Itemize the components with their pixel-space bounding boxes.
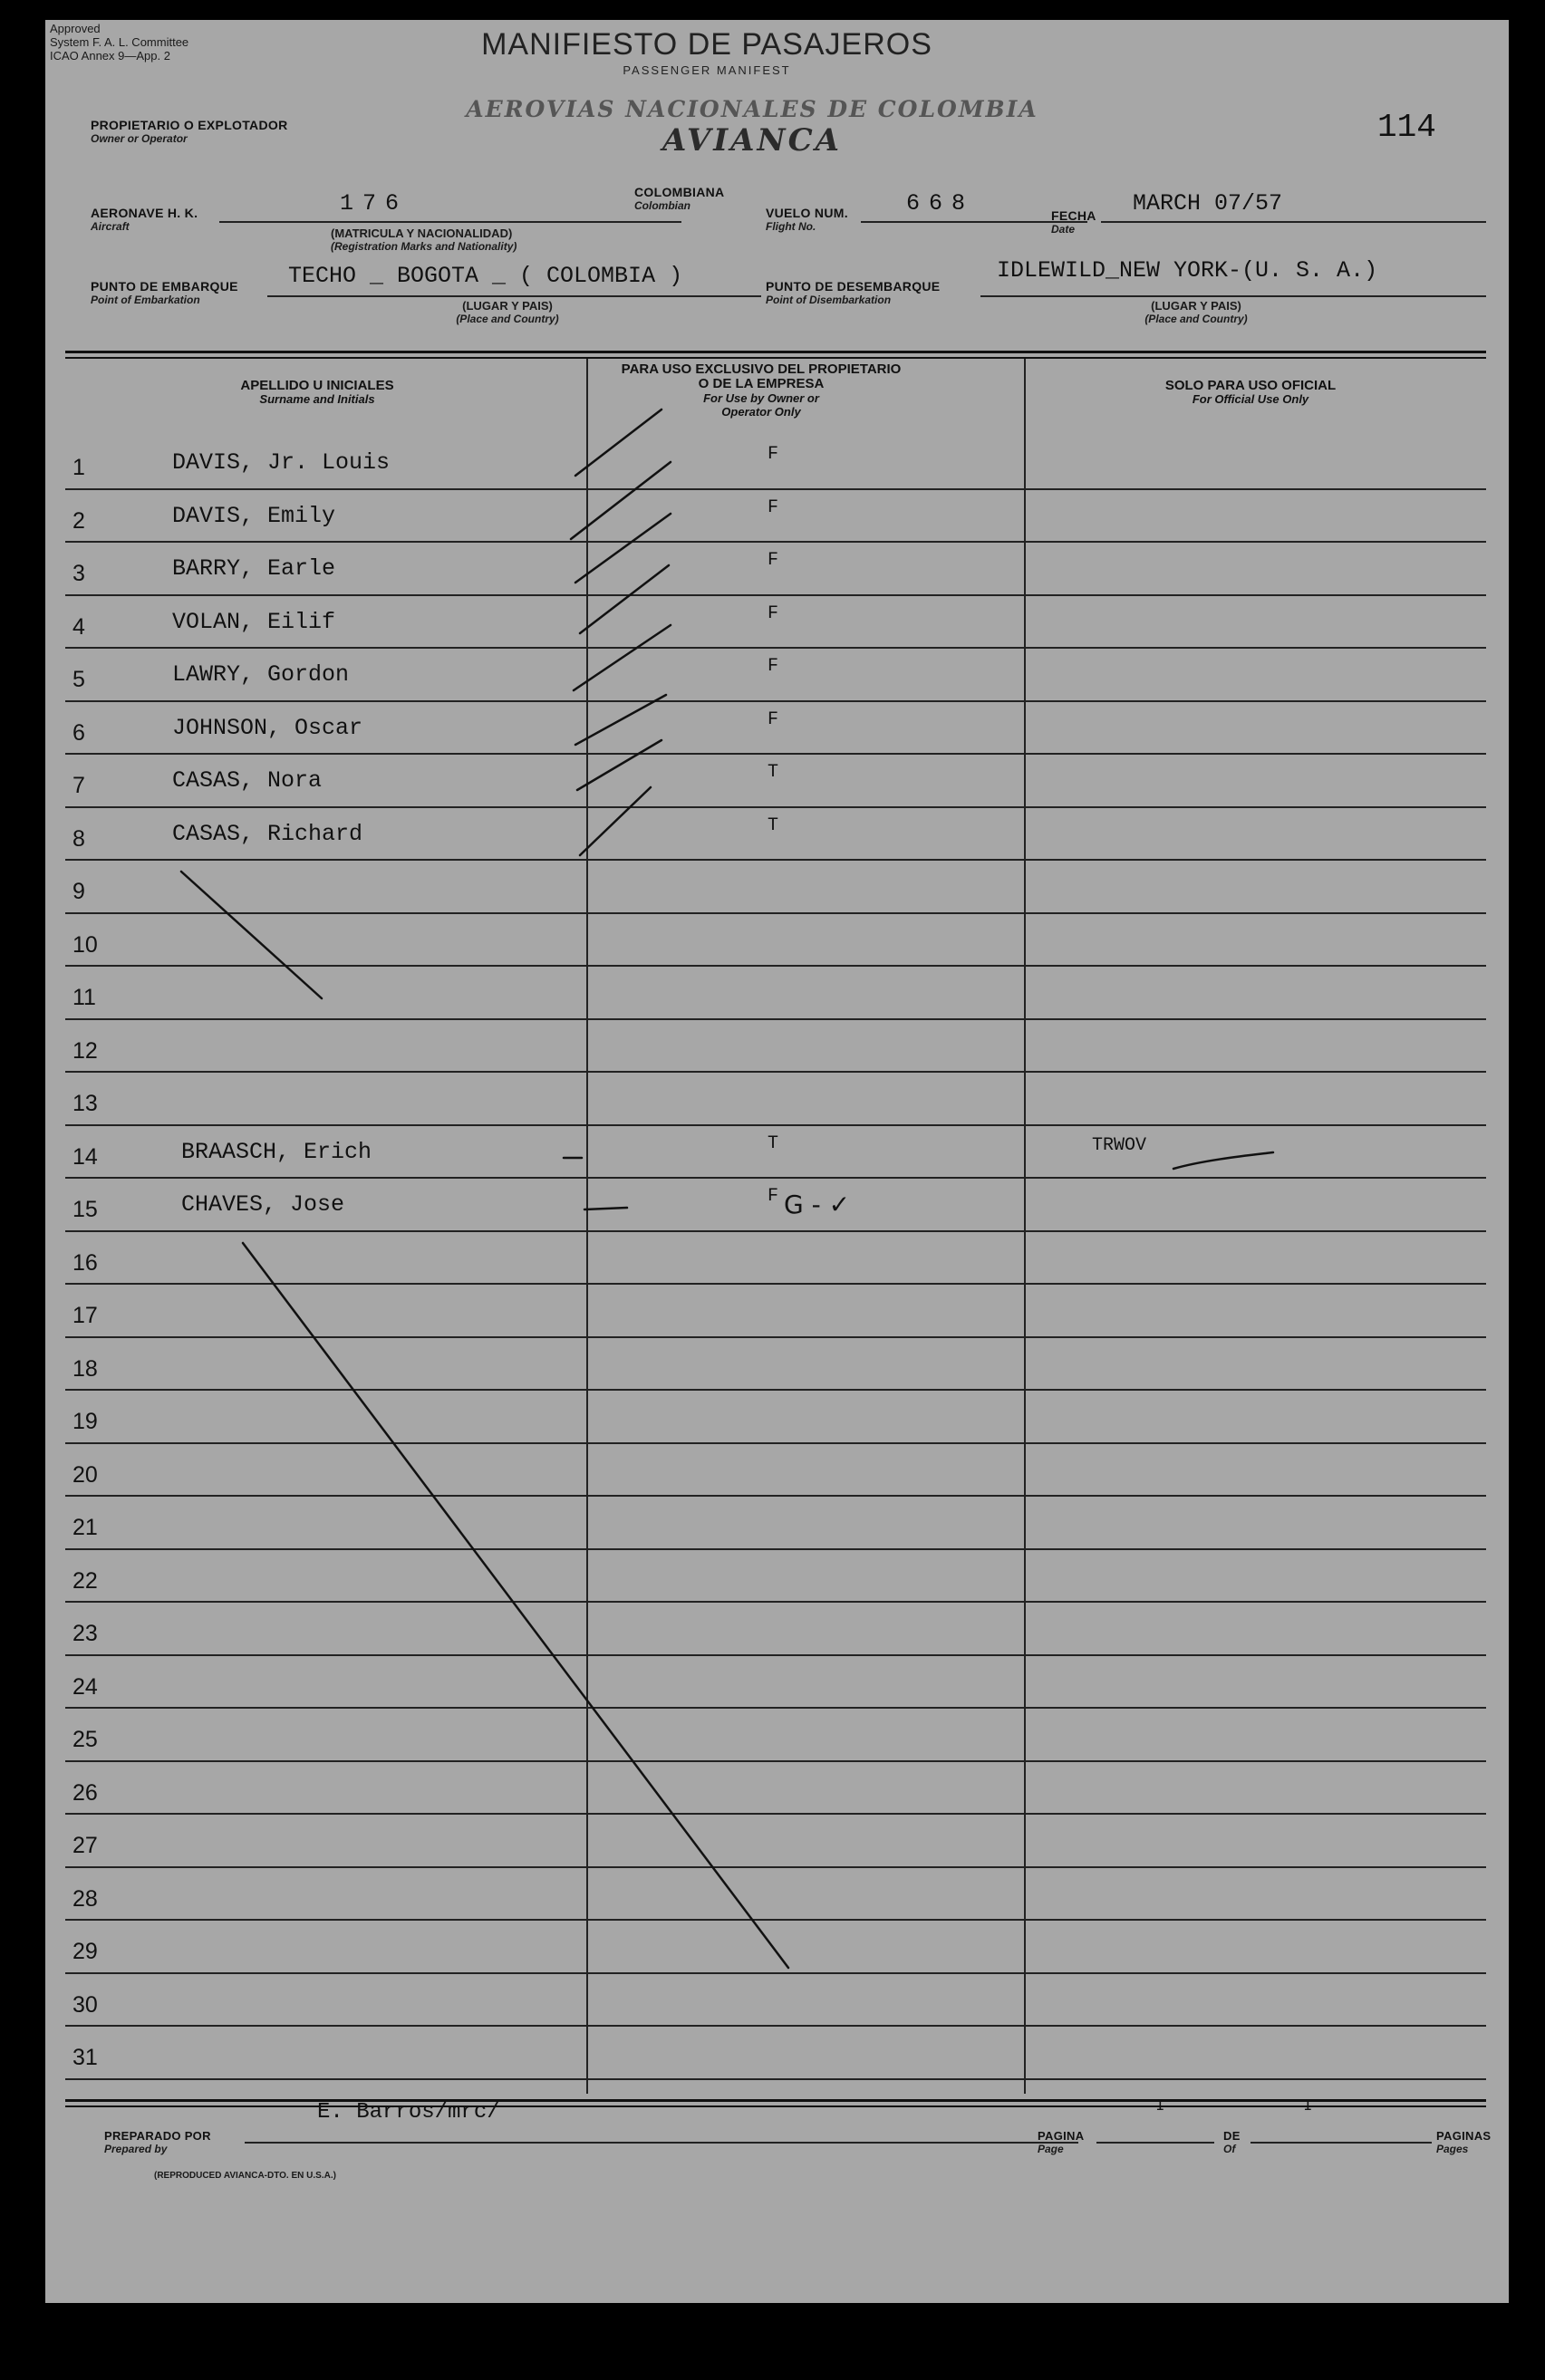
page-label: PAGINA [1038, 2129, 1085, 2143]
col-header-company-en-1: For Use by Owner or [703, 391, 819, 405]
row-number: 29 [72, 1939, 98, 1964]
operator-code: F [768, 1186, 779, 1207]
operator-code: F [768, 496, 779, 518]
of-value: 1 [1303, 2096, 1313, 2114]
row-number: 17 [72, 1303, 98, 1328]
row-number: 14 [72, 1143, 98, 1170]
strike-rows-16-31 [243, 1243, 788, 1968]
row-number: 11 [72, 985, 96, 1010]
approval-line-2: System F. A. L. Committee [50, 35, 189, 49]
passenger-name: BARRY, Earle [172, 555, 336, 582]
passenger-name: DAVIS, Jr. Louis [172, 449, 391, 476]
row-number: 13 [72, 1091, 98, 1116]
approval-line-3: ICAO Annex 9—App. 2 [50, 49, 170, 63]
row-number: 24 [72, 1673, 98, 1700]
passenger-name: CASAS, Nora [172, 767, 323, 794]
row-number: 5 [72, 667, 85, 692]
passenger-name: JOHNSON, Oscar [172, 714, 363, 741]
tick-mark-row-4 [580, 565, 669, 633]
owner-label-en: Owner or Operator [91, 132, 188, 145]
row-number: 19 [72, 1409, 98, 1434]
printer-note: (REPRODUCED AVIANCA-DTO. EN U.S.A.) [154, 2171, 336, 2181]
passenger-name: CASAS, Richard [172, 820, 363, 847]
col-header-company-2: O DE LA EMPRESA [698, 376, 825, 391]
operator-code: T [768, 762, 779, 783]
row-number: 27 [72, 1833, 98, 1858]
page-label-en: Page [1038, 2143, 1064, 2155]
passenger-name: DAVIS, Emily [172, 502, 336, 529]
disembark-place-caption-en: (Place and Country) [1144, 313, 1248, 325]
row-number: 28 [72, 1885, 98, 1912]
tick-mark-row-7 [577, 740, 661, 790]
embark-value: TECHO _ BOGOTA _ ( COLOMBIA ) [288, 263, 683, 289]
tick-mark-row-6 [575, 695, 666, 745]
nationality-label: COLOMBIANA [634, 185, 725, 199]
operator-code: T [768, 1132, 779, 1154]
row-number: 9 [72, 879, 85, 904]
of-label-en: Of [1223, 2143, 1236, 2155]
embark-place-caption: (LUGAR Y PAIS) [462, 299, 553, 313]
operator-code: F [768, 708, 779, 730]
handwritten-marks [45, 20, 1509, 2303]
col-header-official: SOLO PARA USO OFICIAL [1164, 378, 1337, 393]
row-number: 16 [72, 1249, 98, 1276]
row-number: 1 [72, 455, 85, 480]
operator-code: F [768, 444, 779, 465]
page-value: 1 [1155, 2096, 1165, 2114]
passenger-name: CHAVES, Jose [181, 1191, 345, 1218]
date-value: MARCH 07/57 [1133, 190, 1283, 217]
flight-number-label: VUELO NUM. [766, 206, 848, 220]
tick-mark-row-8 [580, 787, 651, 855]
official-use-entry: TRWOV [1092, 1134, 1147, 1156]
row-number: 30 [72, 1991, 98, 2018]
official-check-row-14 [1173, 1152, 1273, 1169]
registration-caption: (MATRICULA Y NACIONALIDAD) [331, 226, 513, 240]
of-label: DE [1223, 2129, 1241, 2143]
operator-code: F [768, 550, 779, 571]
passenger-name: VOLAN, Eilif [172, 608, 336, 635]
operator-code: F [768, 602, 779, 624]
aircraft-label: AERONAVE H. K. [91, 206, 198, 220]
airline-brand: AVIANCA [661, 122, 843, 159]
prepared-by-value: E. Barros/mrc/ [317, 2100, 500, 2125]
row-number: 6 [72, 719, 85, 746]
owner-label: PROPIETARIO O EXPLOTADOR [91, 118, 288, 132]
prepared-by-label-en: Prepared by [104, 2143, 168, 2155]
date-label: FECHA [1051, 208, 1096, 223]
pages-label: PAGINAS [1436, 2129, 1492, 2143]
flight-number-label-en: Flight No. [766, 220, 816, 233]
prepared-by-label: PREPARADO POR [104, 2129, 211, 2143]
embark-label: PUNTO DE EMBARQUE [91, 279, 238, 294]
row-number: 12 [72, 1037, 98, 1064]
date-label-en: Date [1051, 223, 1076, 236]
row-number: 2 [72, 507, 85, 534]
col-header-company-en-2: Operator Only [721, 405, 801, 419]
dash-row-15 [584, 1208, 627, 1209]
page-subtitle: PASSENGER MANIFEST [623, 63, 791, 77]
row-number: 4 [72, 613, 85, 640]
row-number: 3 [72, 561, 85, 586]
row-number: 21 [72, 1515, 98, 1540]
row-number: 10 [72, 931, 98, 958]
approval-line-1: Approved [50, 22, 101, 35]
page-title: MANIFIESTO DE PASAJEROS [481, 27, 932, 62]
tick-mark-row-1 [575, 410, 661, 476]
disembark-value: IDLEWILD_NEW YORK-(U. S. A.) [997, 257, 1378, 284]
disembark-label: PUNTO DE DESEMBARQUE [766, 279, 941, 294]
operator-code: F [768, 656, 779, 677]
manifest-page [45, 20, 1509, 2303]
row-number: 20 [72, 1461, 98, 1488]
disembark-label-en: Point of Disembarkation [766, 294, 892, 306]
aircraft-label-en: Aircraft [91, 220, 130, 233]
page-stamp: 114 [1377, 109, 1436, 146]
nationality-label-en: Colombian [634, 199, 690, 212]
row-number: 7 [72, 773, 85, 798]
airline-name: AEROVIAS NACIONALES DE COLOMBIA [466, 96, 1038, 122]
col-header-official-en: For Official Use Only [1192, 392, 1309, 406]
row-number: 25 [72, 1727, 98, 1752]
strike-rows-9-13 [181, 872, 322, 998]
embark-label-en: Point of Embarkation [91, 294, 200, 306]
row-number: 15 [72, 1197, 98, 1222]
col-header-name: APELLIDO U INICIALES [240, 378, 394, 393]
passenger-name: LAWRY, Gordon [172, 661, 350, 688]
pages-label-en: Pages [1436, 2143, 1469, 2155]
tick-mark-row-5 [574, 625, 671, 690]
row-number: 18 [72, 1355, 98, 1382]
row-number: 31 [72, 2045, 98, 2070]
operator-code: T [768, 814, 779, 836]
row-number: 23 [72, 1621, 98, 1646]
disembark-place-caption: (LUGAR Y PAIS) [1151, 299, 1241, 313]
passenger-name: BRAASCH, Erich [181, 1138, 372, 1165]
col-header-name-en: Surname and Initials [259, 392, 375, 406]
flight-number-value: 668 [906, 190, 975, 217]
row-number: 26 [72, 1779, 98, 1806]
tick-mark-row-2 [571, 462, 671, 539]
embark-place-caption-en: (Place and Country) [456, 313, 559, 325]
registration-caption-en: (Registration Marks and Nationality) [331, 240, 517, 253]
col-header-company-1: PARA USO EXCLUSIVO DEL PROPIETARIO [621, 361, 902, 377]
aircraft-value: 176 [340, 190, 409, 217]
row-number: 8 [72, 825, 85, 852]
handwritten-annotation: G - ✓ [784, 1190, 851, 1219]
row-number: 22 [72, 1567, 98, 1594]
